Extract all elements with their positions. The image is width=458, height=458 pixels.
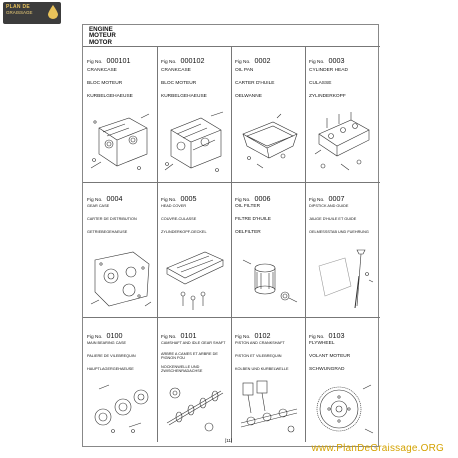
label-de: ZYLINDERKOPF <box>309 94 346 99</box>
label-de: OELFILTER <box>235 230 261 235</box>
header-line-motor: MOTOR <box>89 38 112 46</box>
label-de: KOLBEN UND KURBELWELLE <box>235 367 289 371</box>
piston-crankshaft-drawing <box>237 379 301 439</box>
flywheel-drawing <box>311 379 375 439</box>
label-en: OIL FILTER <box>235 204 261 209</box>
label-de: OELMESSSTAB UND FUEHRUNG <box>309 230 369 234</box>
label-fr: BLOC MOTEUR <box>161 81 197 86</box>
label-fr: JAUGE D'HUILE ET GUIDE <box>309 217 357 221</box>
label-en: FLYWHEEL <box>309 341 335 346</box>
label-en: DIPSTICK AND GUIDE <box>309 204 349 208</box>
label-fr: BLOC MOTEUR <box>87 81 123 86</box>
figure-cell-0100[interactable] <box>83 317 157 442</box>
figure-cell-0003[interactable] <box>305 46 379 182</box>
header-line-engine: ENGINE <box>89 26 113 33</box>
label-fr: ARBRE A CAMES ET ARBRE DE PIGNON FOU <box>161 352 218 361</box>
figure-cell-000101[interactable] <box>83 46 157 182</box>
figure-number: Fig No. 0002 <box>235 56 271 65</box>
figure-number: Fig No. 0006 <box>235 194 271 203</box>
figure-number: Fig No. 0102 <box>235 331 271 340</box>
label-de: GETRIEBEGEHAEUSE <box>87 230 128 234</box>
label-fr: CARTER DE DISTRIBUTION <box>87 217 137 221</box>
oil-filter-drawing <box>237 252 301 310</box>
site-logo <box>3 2 61 24</box>
figure-cell-0101[interactable] <box>157 317 231 442</box>
label-fr: CARTER D'HUILE <box>235 81 275 86</box>
logo-line1: PLAN DE <box>6 4 31 10</box>
site-url[interactable]: www.PlanDeGraissage.ORG <box>311 443 444 454</box>
label-en: CRANKCASE <box>161 68 191 73</box>
label-fr: COUVRE-CULASSE <box>161 217 197 221</box>
label-fr: PISTON ET VILEBREQUIN <box>235 354 282 358</box>
gear-case-drawing <box>89 246 153 312</box>
label-fr: FILTRE D'HUILE <box>235 217 272 222</box>
figure-cell-0004[interactable] <box>83 182 157 317</box>
figure-number: Fig No. 000102 <box>161 56 205 65</box>
figure-number: Fig No. 0003 <box>309 56 345 65</box>
figure-number: Fig No. 000101 <box>87 56 131 65</box>
label-de: ZYLINDERKOPF-DECKEL <box>161 230 207 234</box>
figure-number: Fig No. 0100 <box>87 331 123 340</box>
figure-number: Fig No. 0103 <box>309 331 345 340</box>
label-fr: VOLANT MOTEUR <box>309 354 351 359</box>
oil-drop-icon <box>48 5 58 19</box>
label-de: HAUPTLAGERGEHAEUSE <box>87 367 134 371</box>
cylinder-head-drawing <box>311 110 375 176</box>
header-line-moteur: MOTEUR <box>89 32 116 40</box>
label-de: NOCKENWELLE UND ZWISCHENRADACHSE <box>161 365 203 374</box>
figure-cell-000102[interactable] <box>157 46 231 182</box>
label-de: OELWANNE <box>235 94 262 99</box>
crankcase-drawing <box>163 110 227 176</box>
figure-cell-0002[interactable] <box>231 46 305 182</box>
label-de: KURBELGEHAEUSE <box>87 94 133 99</box>
label-de: KURBELGEHAEUSE <box>161 94 207 99</box>
figure-number: Fig No. 0007 <box>309 194 345 203</box>
logo-line2: GRAISSAGE <box>6 10 33 15</box>
figure-number: Fig No. 0005 <box>161 194 197 203</box>
label-en: MAIN BEARING CASE <box>87 341 127 345</box>
label-fr: PALIERE DE VILEBREQUIN <box>87 354 136 358</box>
label-en: PISTON AND CRANKSHAFT <box>235 341 285 345</box>
figure-cell-0103[interactable] <box>305 317 379 442</box>
figure-cell-0006[interactable] <box>231 182 305 317</box>
section-header <box>89 27 116 46</box>
parts-catalog-page <box>82 24 379 447</box>
figure-number: Fig No. 0004 <box>87 194 123 203</box>
label-de: SCHWUNGRAD <box>309 367 345 372</box>
page-number: [11] <box>225 438 233 443</box>
dipstick-drawing <box>311 246 375 312</box>
figure-cell-0102[interactable] <box>231 317 305 442</box>
figure-cell-0005[interactable] <box>157 182 231 317</box>
label-en: CRANKCASE <box>87 68 117 73</box>
head-cover-drawing <box>163 246 227 312</box>
main-bearing-case-drawing <box>89 379 153 439</box>
crankcase-drawing <box>89 110 153 176</box>
camshaft-drawing <box>163 379 227 439</box>
label-fr: CULASSE <box>309 81 332 86</box>
label-en: CAMSHAFT AND IDLE GEAR SHAFT <box>161 341 226 345</box>
label-en: OIL PAN <box>235 68 254 73</box>
oil-pan-drawing <box>237 112 301 172</box>
label-en: CYLINDER HEAD <box>309 68 348 73</box>
figure-number: Fig No. 0101 <box>161 331 197 340</box>
label-en: HEAD COVER <box>161 204 187 208</box>
label-en: GEAR CASE <box>87 204 110 208</box>
figure-cell-0007[interactable] <box>305 182 379 317</box>
